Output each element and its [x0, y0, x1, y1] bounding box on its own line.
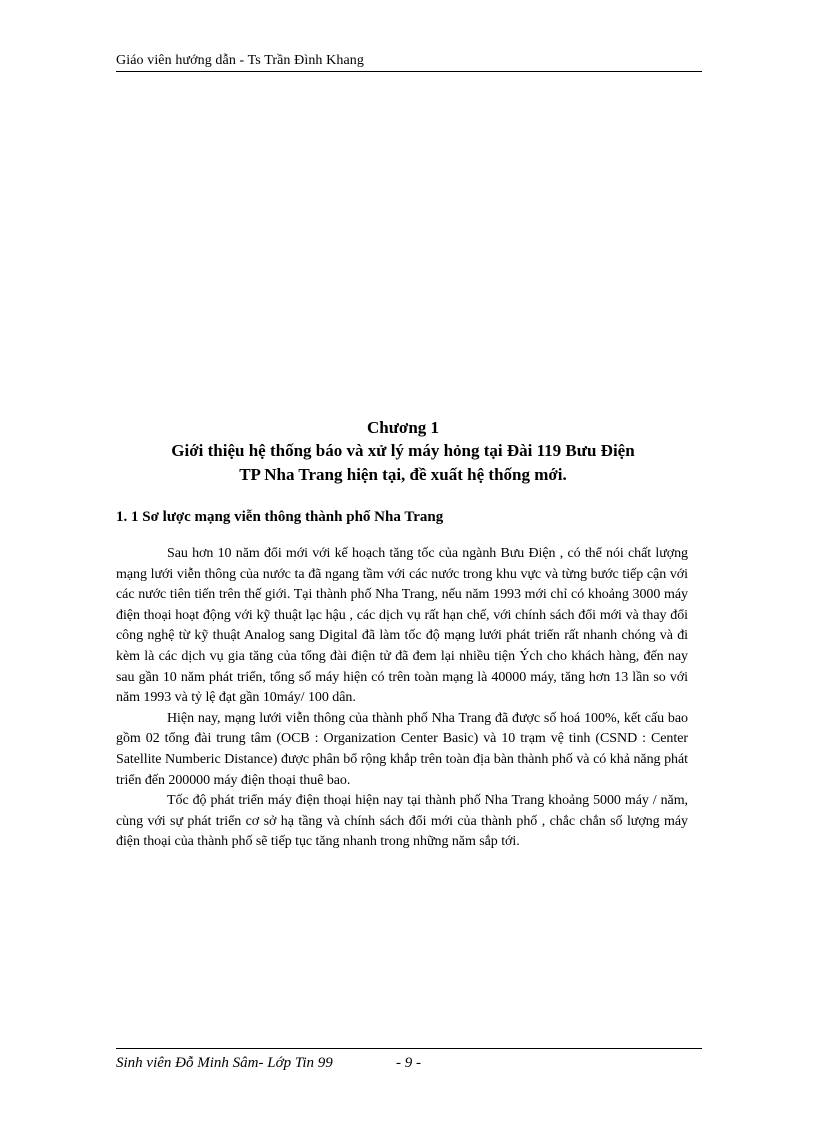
page-number: - 9 -	[396, 1055, 421, 1071]
paragraph-2: Hiện nay, mạng lưới viễn thông của thành phố Nha Trang đã được số hoá 100%, kết cấu bao gồm 02 tổng đài trung tâm (OCB : Organization Center Basic) và 10 trạm vệ tinh (CSND : Center Satellite Numberic Distance) được phân bổ rộng khắp trên toàn địa bàn thành phố và có khả năng phát triển đến 200000 máy điện thoại thuê bao.	[116, 710, 688, 788]
chapter-title	[110, 439, 696, 487]
page-footer: Sinh viên Đỗ Minh Sâm- Lớp Tin 99	[116, 1055, 333, 1071]
footer-divider	[116, 1048, 702, 1049]
page-header: Giáo viên hướng dẫn - Ts Trần Đình Khang	[116, 53, 364, 68]
chapter-title-line-1: Giới thiệu hệ thống báo và xử lý máy hỏng tại Đài 119 Bưu Điện	[171, 441, 635, 460]
chapter-number: Chương 1	[366, 418, 440, 437]
chapter-title-line-2: TP Nha Trang hiện tại, đề xuất hệ thống mới.	[239, 465, 567, 484]
paragraph-3: Tốc độ phát triển máy điện thoại hiện nay tại thành phố Nha Trang khoảng 5000 máy / năm, cùng với sự phát triển cơ sở hạ tầng và chính sách đổi mới của thành phố , chắc chắn số lượng máy điện thoại của thành phố sẽ tiếp tục tăng nhanh trong những năm sắp tới.	[116, 793, 688, 850]
section-heading: 1. 1 Sơ lược mạng viễn thông thành phố Nha Trang	[116, 509, 444, 525]
header-divider	[116, 71, 702, 72]
section-body	[116, 544, 688, 853]
paragraph-1: Sau hơn 10 năm đổi mới với kế hoạch tăng tốc của ngành Bưu Điện , có thể nói chất lượng mạng lưới viễn thông của nước ta đã ngang tầm với các nước trong khu vực và từng bước tiếp cận với các nước tiên tiến trên thế giới. Tại thành phố Nha Trang, nếu năm 1993 mới chỉ có khoảng 3000 máy điện thoại hoạt động với kỹ thuật lạc hậu , các dịch vụ rất hạn chế, với chính sách đổi mới và thay đổi công nghệ từ kỹ thuật Analog sang Digital đã làm tốc độ mạng lưới phát triển rất nhanh chóng và đi kèm là các dịch vụ gia tăng của tổng đài điện tử đã đem lại nhiều tiện Ých cho khách hàng, đến nay sau gần 10 năm phát triển, tổng số máy hiện có trên toàn mạng là 40000 máy, tăng hơn 13 lần so với năm 1993 và tỷ lệ đạt gần 10máy/ 100 dân.	[116, 546, 688, 706]
